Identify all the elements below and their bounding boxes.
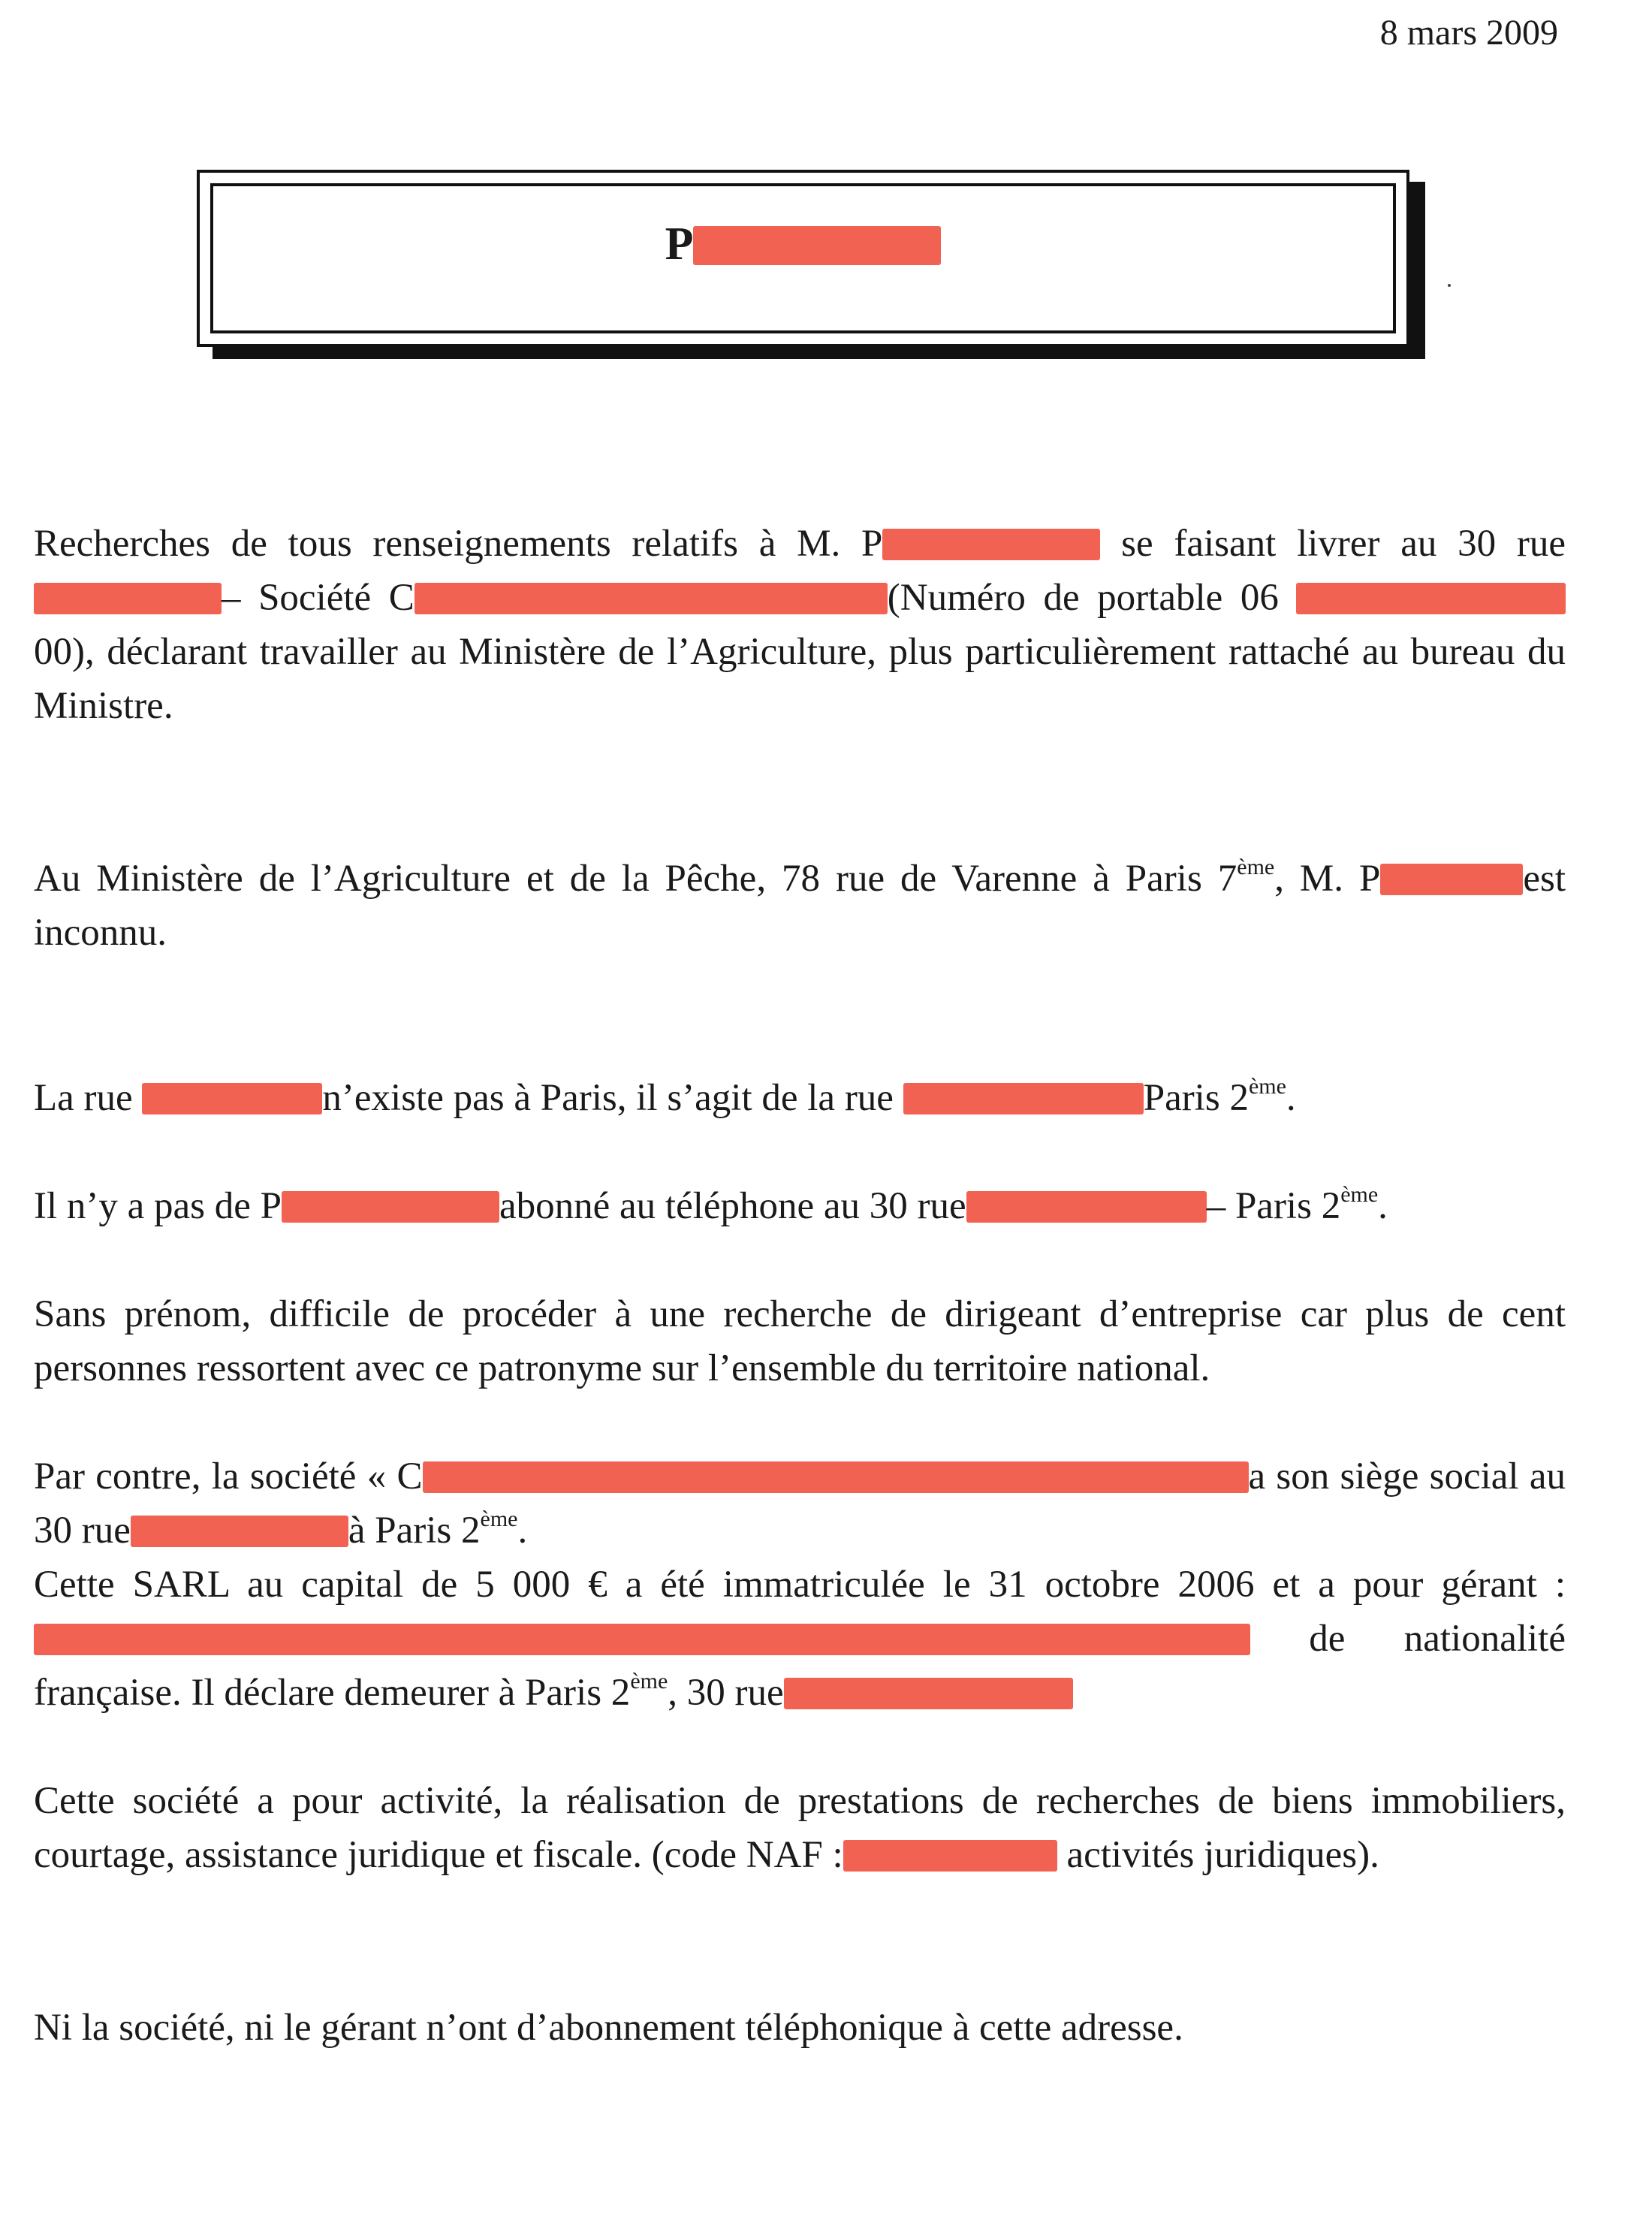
text-segment: La rue <box>34 1077 133 1119</box>
paragraph-phone <box>34 1179 1566 1233</box>
paragraph-street <box>34 1071 1566 1125</box>
text-segment: Recherches de tous renseignements relatifs à M. P <box>34 523 883 565</box>
paragraph-search <box>34 1287 1566 1395</box>
title-initial: P <box>665 219 694 270</box>
redaction-block <box>966 1191 1207 1223</box>
paragraph-sarl <box>34 1558 1566 1720</box>
redaction-block <box>903 1083 1144 1115</box>
text-segment: de nationalité française. Il déclare demeurer à Paris 2 <box>34 1618 1566 1714</box>
text-segment: Sans prénom, difficile de procéder à une recherche de dirigeant d’entreprise car plus de cent personnes ressortent avec ce patronyme sur l’ensemble du territoire national. <box>34 1293 1566 1389</box>
text-segment: Ni la société, ni le gérant n’ont d’abonnement téléphonique à cette adresse. <box>34 2007 1183 2049</box>
text-segment: – Société C <box>222 577 415 619</box>
superscript: ème <box>630 1669 668 1694</box>
text-segment: (Numéro de portable 06 <box>887 577 1279 619</box>
text-segment: a son siège social au 30 rue <box>34 1455 1566 1552</box>
redaction-block <box>34 1624 1250 1655</box>
text-segment: 00), déclarant travailler au Ministère de l’Agriculture, plus particulièrement rattaché au bureau du Ministre. <box>34 631 1566 727</box>
text-segment: abonné au téléphone au 30 rue <box>499 1185 966 1227</box>
redaction-block <box>131 1516 348 1547</box>
text-segment: activités juridiques). <box>1066 1834 1379 1876</box>
redaction-block <box>843 1840 1057 1872</box>
redaction-block <box>282 1191 499 1223</box>
superscript: ème <box>1237 855 1275 879</box>
text-segment: est inconnu. <box>34 858 1566 954</box>
superscript: ème <box>480 1507 518 1531</box>
text-segment: Cette SARL au capital de 5 000 € a été immatriculée le 31 octobre 2006 et a pour gérant : <box>34 1564 1566 1606</box>
redaction-block <box>415 583 888 614</box>
text-segment: . <box>517 1510 528 1552</box>
paragraph-no-subscription <box>34 2001 1566 2055</box>
text-segment: Il n’y a pas de P <box>34 1185 282 1227</box>
redaction-block <box>1380 864 1523 895</box>
paragraph-ministry <box>34 852 1566 960</box>
text-segment: se faisant livrer au 30 rue <box>1121 523 1566 565</box>
text-segment: . <box>1286 1077 1296 1119</box>
redaction-block <box>34 583 222 614</box>
text-segment: . <box>1378 1185 1388 1227</box>
paragraph-company <box>34 1449 1566 1558</box>
redaction-block <box>423 1461 1249 1493</box>
paragraph-request <box>34 517 1566 733</box>
redaction-block <box>784 1678 1073 1709</box>
document-body <box>34 517 1566 2055</box>
scan-speck <box>1448 284 1451 287</box>
text-segment: à Paris 2 <box>348 1510 481 1552</box>
title-box <box>197 170 1409 347</box>
redaction-block <box>142 1083 322 1115</box>
text-segment: Paris 2 <box>1143 1077 1249 1119</box>
redaction-block <box>693 226 941 265</box>
text-segment: , 30 rue <box>668 1672 784 1714</box>
text-segment: Au Ministère de l’Agriculture et de la Pêche, 78 rue de Varenne à Paris 7 <box>34 858 1237 900</box>
redaction-block <box>1296 583 1386 614</box>
text-segment: , M. P <box>1274 858 1381 900</box>
document-title <box>200 219 1406 270</box>
redaction-block <box>1378 583 1566 614</box>
text-segment: Par contre, la société « C <box>34 1455 423 1498</box>
redaction-block <box>882 529 1100 560</box>
document-date: 8 mars 2009 <box>1379 13 1558 53</box>
superscript: ème <box>1340 1182 1379 1207</box>
superscript: ème <box>1248 1074 1286 1099</box>
text-segment: Cette société a pour activité, la réalisation de prestations de recherches de biens immobiliers, courtage, assistance juridique et fiscale. (code NAF : <box>34 1780 1566 1876</box>
paragraph-activity <box>34 1774 1566 1882</box>
text-segment: – Paris 2 <box>1206 1185 1341 1227</box>
text-segment: n’existe pas à Paris, il s’agit de la rue <box>322 1077 894 1119</box>
